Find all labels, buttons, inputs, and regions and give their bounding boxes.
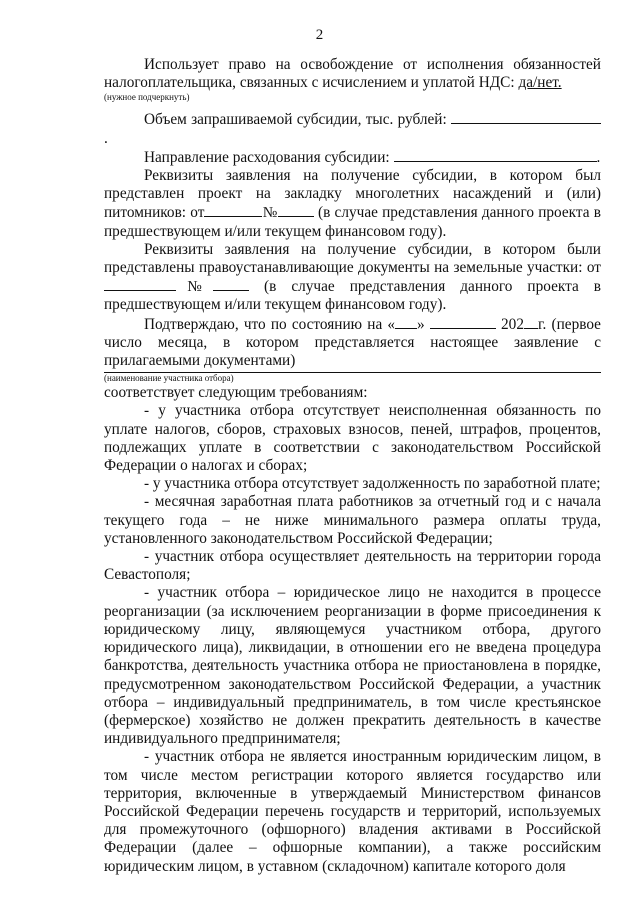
participant-caption: (наименование участника отбора) [104,373,234,384]
direction-period: . [596,148,601,166]
req1-end: (в случае представления данного проекта в предшествующем и/или текущем финансовом году). [104,204,601,240]
confirm-year-field[interactable] [524,315,538,329]
requirement-item: - участник отбора не является иностранным юридическим лицом, в том числе местом регистрации которого является государство или территория, включенные в утверждаемый Министерством финансов Российской Федерации перечень государств и территорий, используемых для промежуточного (офшорного) владения активами в Российской Федерации (далее – офшорные компании), а также российским юридическим лицом, в уставном (складочном) капитале которого доля [104,748,601,875]
confirm-c: 202 [495,315,524,333]
volume-period: . [104,129,108,147]
confirm-d: г. (первое число месяца, в котором представляется настоящее заявление с прилагаемыми документами) [104,315,601,370]
requisites-project [104,167,601,241]
volume-label: Объем запрашиваемой субсидии, тыс. рублей: [144,111,451,129]
page-number: 2 [315,27,324,43]
confirm-a: Подтверждаю, что по состоянию на « [144,315,396,333]
requirement-item: - у участника отбора отсутствует неисполненная обязанность по уплате налогов, сборов, страховых взносов, пеней, штрафов, процентов, подлежащих уплате в соответствии с законодательством Российской Федерации о налогах и сборах; [104,402,601,475]
document-body [104,56,601,876]
req2-start: Реквизиты заявления на получение субсидии, в котором были представлены правоустанавливающие документы на земельные участки: от [104,240,601,277]
confirm-month-field[interactable] [430,315,496,329]
req1-start: Реквизиты заявления на получение субсидии, в котором был представлен проект на закладку многолетних насаждений и (или) питомников: от [104,167,601,222]
volume-line [104,110,601,147]
complies-line: соответствует следующим требованиям: [104,384,368,402]
direction-field[interactable] [394,148,597,162]
direction-label: Направление расходования субсидии: [144,148,394,166]
requirement-item: - участник отбора осуществляет деятельность на территории города Севастополя; [104,548,601,584]
vat-note: (нужное подчеркнуть) [104,92,190,103]
volume-field[interactable] [451,110,601,124]
req2-date-field[interactable] [104,277,176,291]
req1-no-label: № [262,204,278,222]
confirm-b: » [417,315,430,333]
direction-line [104,148,601,167]
vat-paragraph [104,56,601,92]
confirm-paragraph [104,315,601,371]
req2-number-field[interactable] [213,277,249,291]
vat-text: Использует право на освобождение от исполнения обязанностей налогоплательщика, связанных с исчислением и уплатой НДС: [104,56,601,92]
vat-choice: да/нет. [518,74,562,92]
confirm-day-field[interactable] [395,315,417,329]
req1-date-field[interactable] [204,203,262,217]
requirement-item: - участник отбора – юридическое лицо не находится в процессе реорганизации (за исключением реорганизации в форме присоединения к юридическому лицу, являющемуся участником отбора, другого юридического лица), ликвидации, в отношении его не введена процедура банкротства, деятельность участника отбора не приостановлена в порядке, предусмотренном законодательством Российской Федерации, а участник отбора – индивидуальный предприниматель, в том числе крестьянское (фермерское) хозяйство не должен прекратить деятельность в качестве индивидуального предпринимателя; [104,584,601,748]
requirement-item: - у участника отбора отсутствует задолженность по заработной плате; [144,475,601,493]
req2-end: (в случае представления данного проекта в предшествующем и/или текущем финансовом году). [104,278,601,314]
req1-number-field[interactable] [278,203,314,217]
req2-no-label: № [176,278,213,296]
requisites-land [104,241,601,315]
requirement-item: - месячная заработная плата работников за отчетный год и с начала текущего года – не ниже минимального размера оплаты труда, установленного законодательством Российской Федерации; [104,493,601,547]
